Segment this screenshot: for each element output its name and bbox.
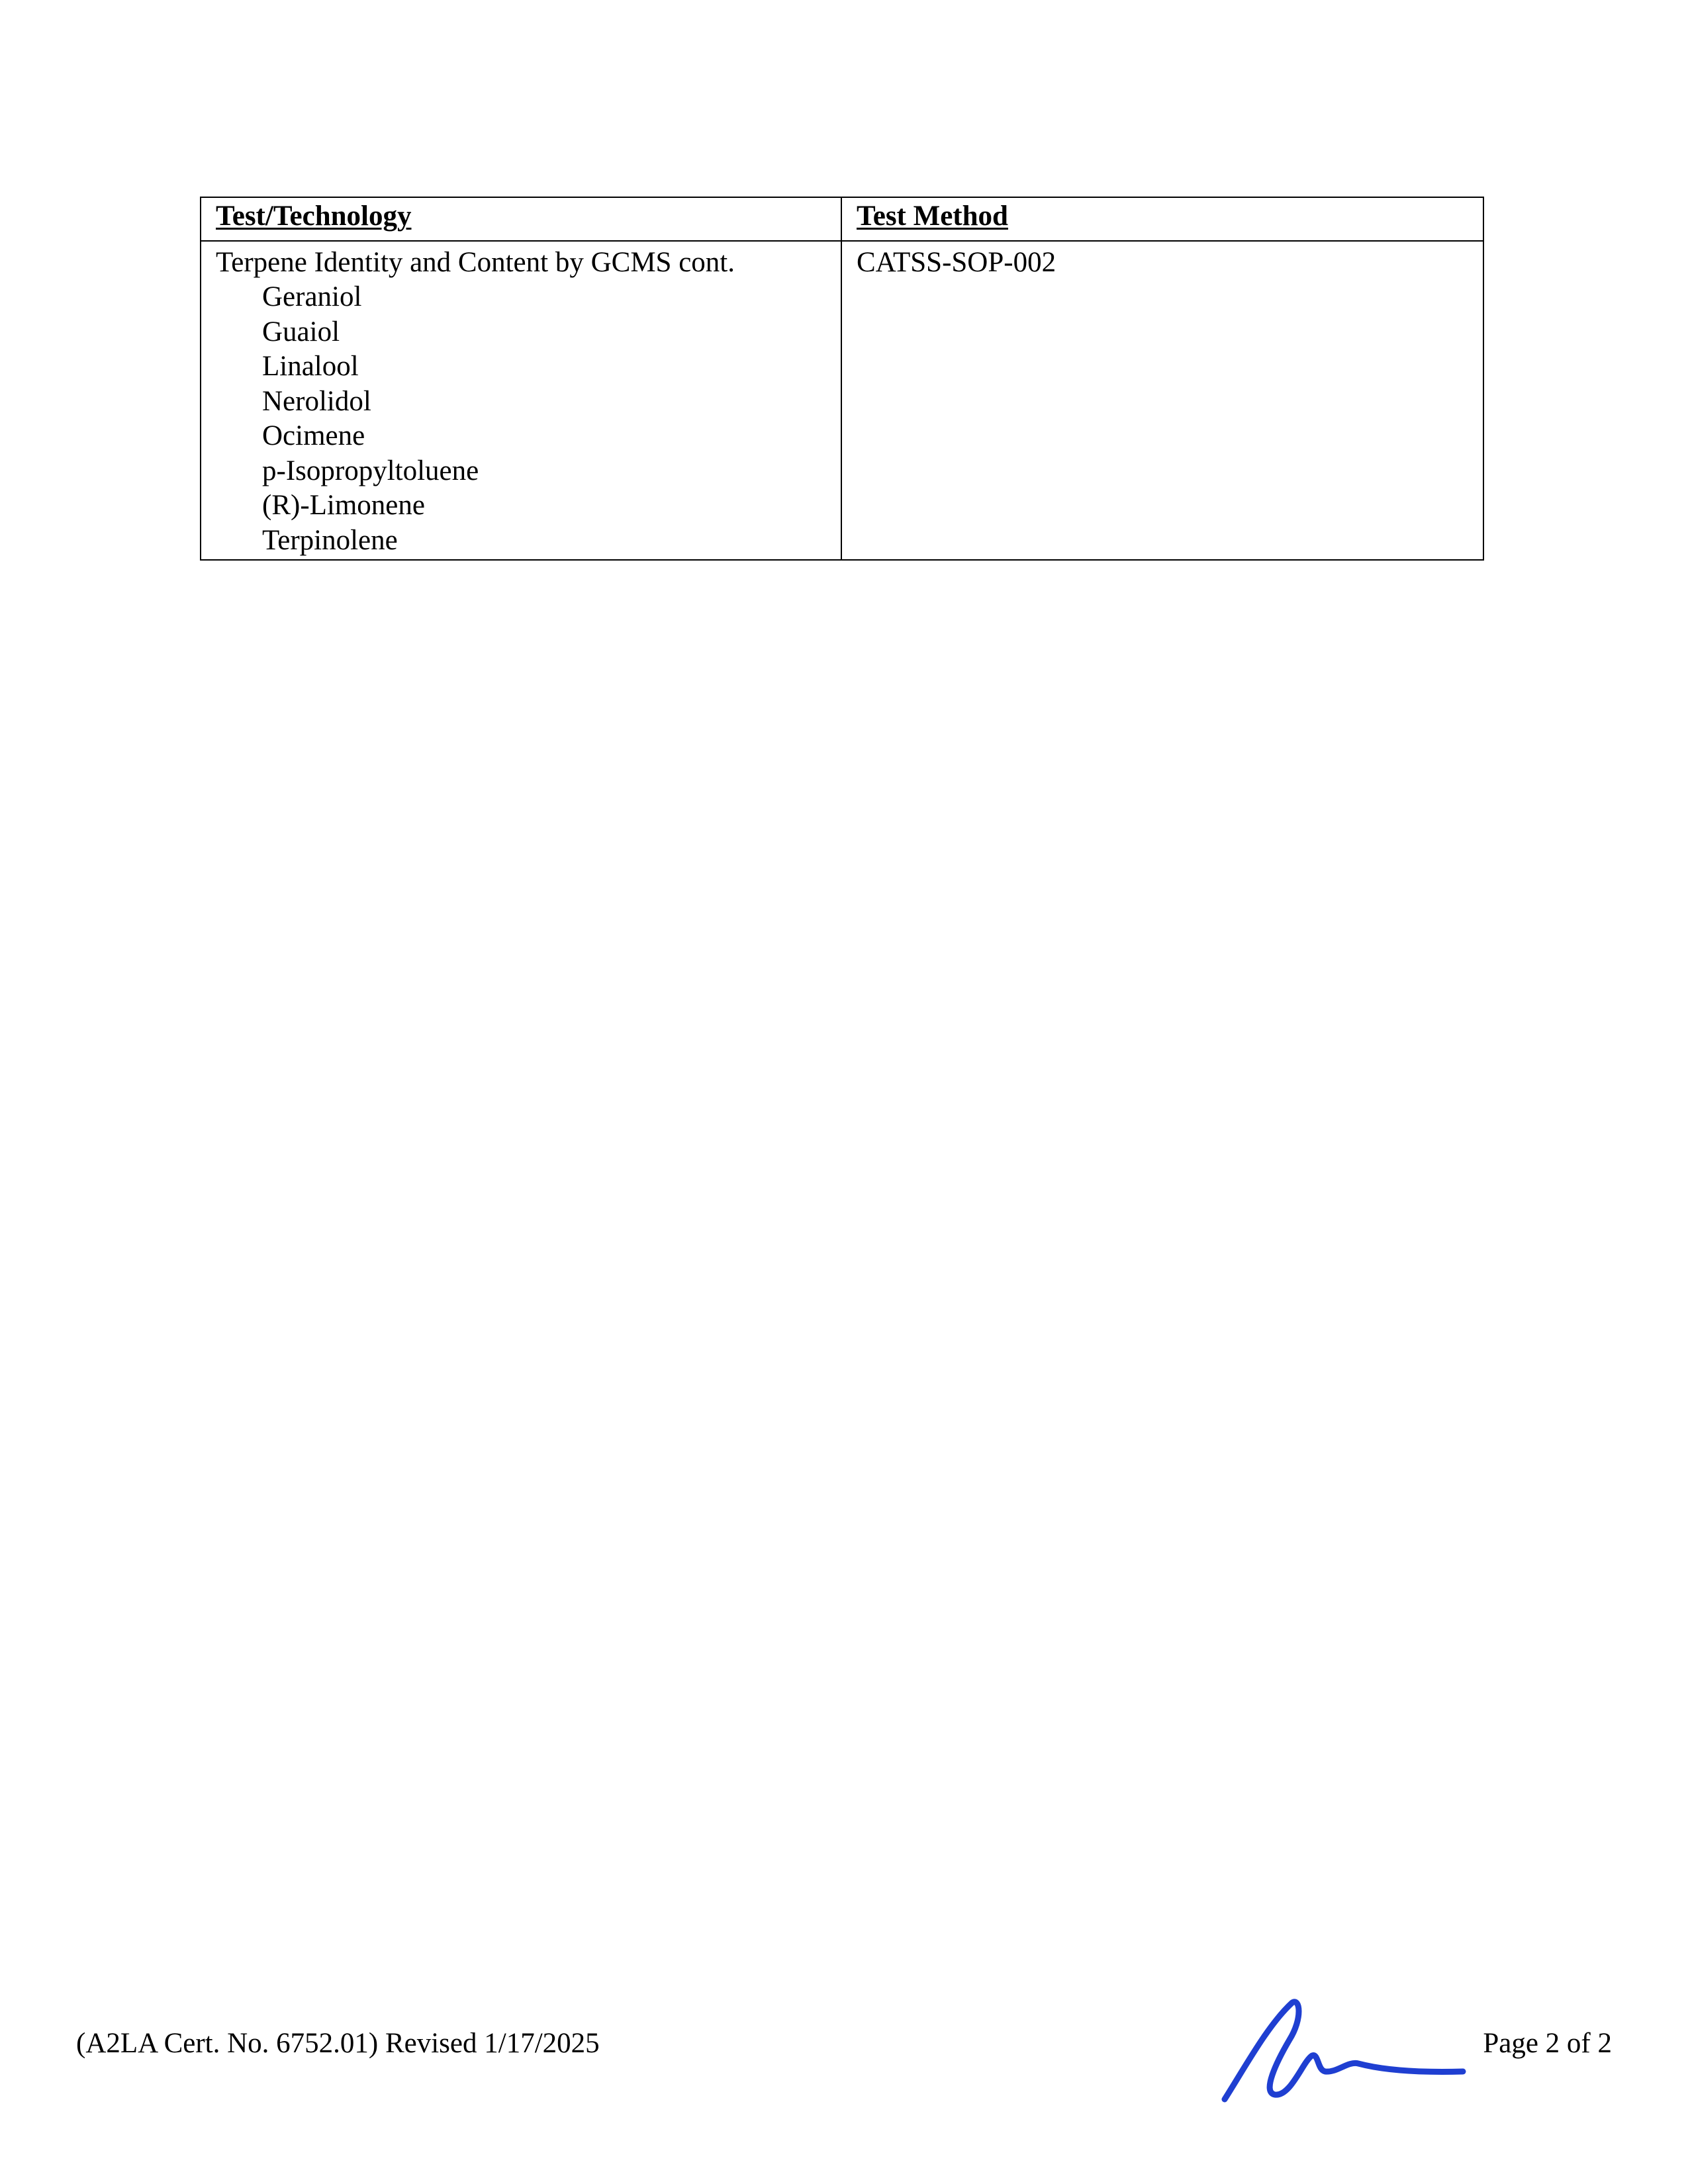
footer-page-number: Page 2 of 2 bbox=[1483, 2028, 1612, 2059]
scope-table bbox=[200, 197, 1484, 561]
footer-certificate: (A2LA Cert. No. 6752.01) Revised 1/17/2025 bbox=[76, 2028, 600, 2059]
header-test-method: Test Method bbox=[841, 197, 1483, 241]
analyte-item: Terpinolene bbox=[262, 524, 398, 556]
analyte-item: (R)-Limonene bbox=[262, 490, 425, 521]
technology-cell bbox=[201, 241, 841, 560]
table-header-row bbox=[201, 197, 1483, 241]
analyte-item: p-Isopropyltoluene bbox=[262, 455, 479, 486]
analyte-item: Ocimene bbox=[262, 420, 365, 451]
signature-stroke bbox=[1225, 2002, 1463, 2099]
analyte-item: Nerolidol bbox=[262, 385, 371, 417]
analyte-item: Guaiol bbox=[262, 316, 340, 347]
method-name: CATSS-SOP-002 bbox=[857, 247, 1056, 278]
analyte-item: Linalool bbox=[262, 351, 359, 382]
analyte-list bbox=[216, 280, 826, 558]
analyte-item: Geraniol bbox=[262, 281, 362, 312]
header-test-technology: Test/Technology bbox=[201, 197, 841, 241]
signature-image bbox=[1218, 1999, 1470, 2108]
table-row bbox=[201, 241, 1483, 560]
method-cell bbox=[841, 241, 1483, 560]
technology-name: Terpene Identity and Content by GCMS cont. bbox=[216, 247, 735, 278]
